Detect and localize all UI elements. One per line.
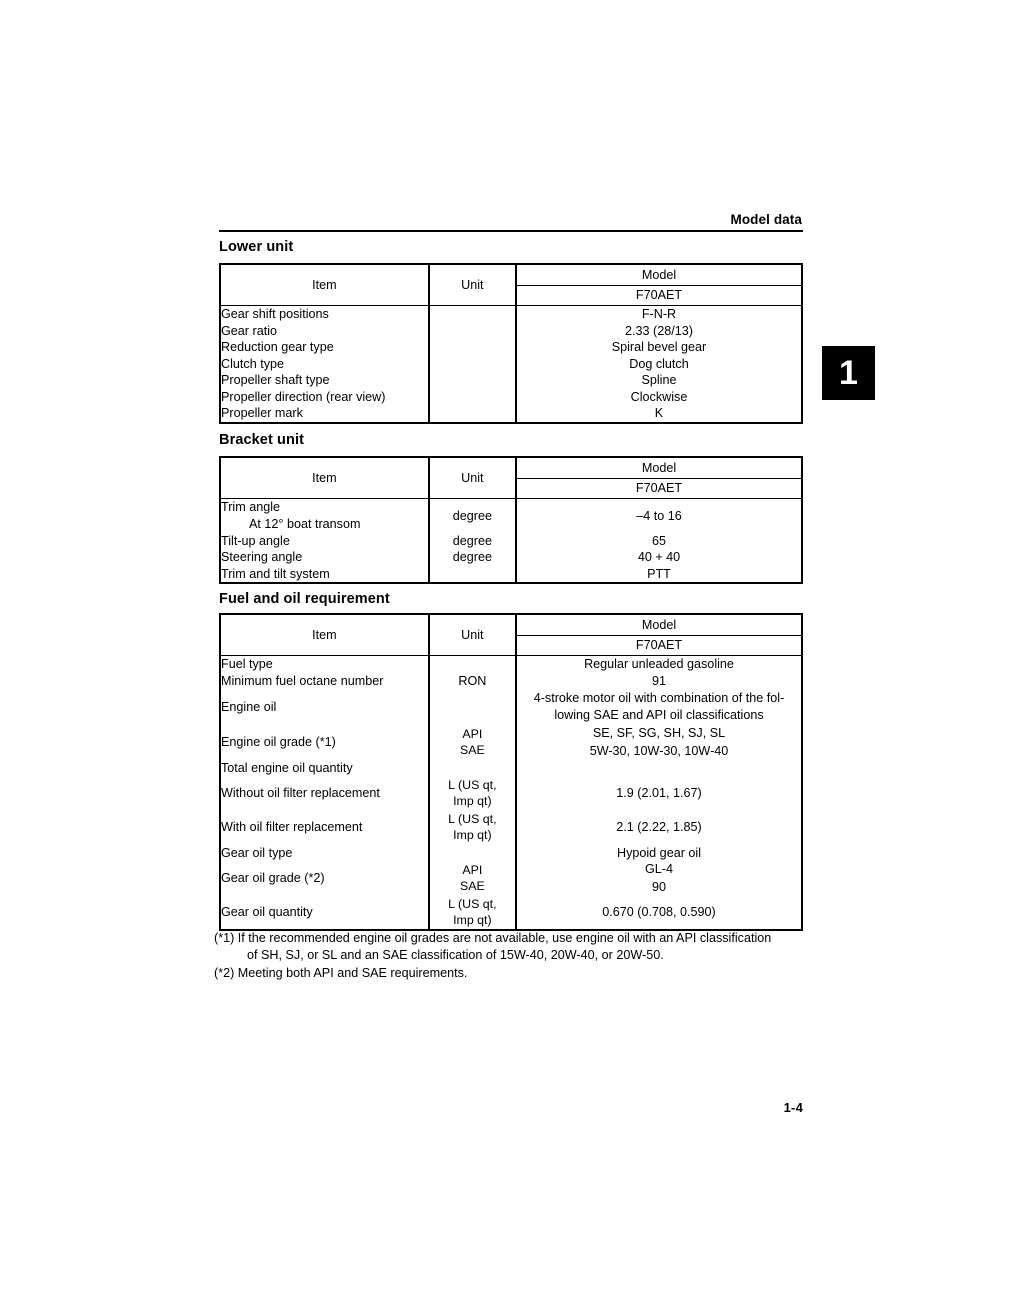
cell-model-line2: 90 — [651, 879, 666, 894]
cell-unit — [429, 389, 516, 406]
cell-item: Trim and tilt system — [220, 566, 429, 583]
table-row — [220, 499, 802, 533]
cell-item: With oil filter replacement — [220, 811, 429, 845]
cell-unit-line2: Imp qt) — [453, 827, 492, 842]
table-row — [220, 689, 802, 725]
cell-model: Dog clutch — [629, 356, 689, 371]
cell-item: Gear shift positions — [220, 306, 429, 323]
cell-model — [516, 760, 802, 777]
table-row — [220, 533, 802, 550]
table-row — [220, 405, 802, 422]
footnote-2 — [214, 965, 814, 982]
cell-unit-line1: API — [462, 727, 483, 742]
cell-unit — [429, 566, 516, 583]
cell-unit — [429, 322, 516, 339]
cell-item: Clutch type — [220, 356, 429, 373]
cell-unit-line2: SAE — [459, 742, 485, 757]
column-header-unit: Unit — [429, 614, 516, 656]
column-header-model-name: F70AET — [635, 287, 683, 302]
column-header-model — [516, 457, 802, 499]
cell-model-line2: lowing SAE and API oil classifications — [554, 708, 764, 722]
table-fuel-and-oil — [219, 613, 803, 931]
page-title: Model data — [730, 212, 802, 227]
cell-model-line1: SE, SF, SG, SH, SJ, SL — [592, 726, 726, 740]
column-header-model-label: Model — [517, 266, 801, 286]
cell-item-line1: Trim angle — [221, 500, 281, 515]
cell-unit — [429, 689, 516, 725]
footnote-2-line1: (*2) Meeting both API and SAE requirements. — [214, 965, 468, 980]
section-heading-fuel-and-oil: Fuel and oil requirement — [219, 591, 390, 607]
cell-unit-line2: SAE — [459, 878, 485, 893]
cell-item: Propeller mark — [220, 405, 429, 422]
column-header-model-label: Model — [517, 459, 801, 479]
cell-item: Reduction gear type — [220, 339, 429, 356]
cell-model — [516, 689, 802, 725]
cell-model-line1: GL-4 — [645, 862, 673, 877]
cell-unit: degree — [429, 533, 516, 550]
cell-model: F-N-R — [641, 307, 677, 321]
column-header-item: Item — [220, 457, 429, 499]
section-heading-lower-unit: Lower unit — [219, 239, 294, 255]
cell-model: 40 + 40 — [637, 550, 681, 565]
cell-item: Steering angle — [220, 549, 429, 566]
cell-item — [220, 499, 429, 533]
cell-model: –4 to 16 — [636, 508, 682, 523]
table-row — [220, 306, 802, 323]
header-rule — [219, 230, 803, 232]
cell-unit — [429, 356, 516, 373]
cell-item: Without oil filter replacement — [220, 777, 429, 811]
cell-unit — [429, 339, 516, 356]
column-header-model — [516, 614, 802, 656]
table-row — [220, 566, 802, 583]
table-row — [220, 339, 802, 356]
column-header-unit: Unit — [429, 264, 516, 306]
footnote-1-line1: (*1) If the recommended engine oil grades are not available, use engine oil with an API classification — [214, 931, 772, 945]
column-header-item: Item — [220, 614, 429, 656]
table-bracket-unit — [219, 456, 803, 584]
cell-unit — [429, 861, 516, 896]
cell-model: 91 — [651, 673, 666, 688]
cell-item: Engine oil — [220, 689, 429, 725]
cell-model: Spline — [641, 373, 677, 388]
cell-model: 1.9 (2.01, 1.67) — [616, 786, 702, 801]
cell-model-line1: 4-stroke motor oil with combination of the fol- — [533, 690, 785, 705]
table-row — [220, 861, 802, 896]
cell-model: Clockwise — [630, 389, 688, 404]
cell-item: Propeller shaft type — [220, 372, 429, 389]
cell-item: Gear ratio — [220, 322, 429, 339]
cell-unit — [429, 725, 516, 760]
cell-unit-line1: L (US qt, — [448, 897, 497, 912]
cell-item-line2: At 12° boat transom — [249, 516, 361, 531]
table-row — [220, 725, 802, 760]
chapter-tab: 1 — [822, 346, 875, 400]
column-header-item: Item — [220, 264, 429, 306]
footnotes — [214, 930, 814, 982]
column-header-model-name: F70AET — [635, 637, 683, 652]
table-row — [220, 896, 802, 930]
page-number: 1-4 — [783, 1100, 803, 1115]
cell-model-line2: 5W-30, 10W-30, 10W-40 — [589, 743, 729, 758]
cell-item: Total engine oil quantity — [220, 760, 429, 777]
cell-unit — [429, 656, 516, 673]
column-header-model-label: Model — [517, 616, 801, 636]
page-header — [219, 212, 803, 232]
cell-unit: degree — [429, 499, 516, 533]
cell-model: PTT — [647, 566, 671, 581]
cell-model: 2.33 (28/13) — [625, 323, 693, 338]
cell-model — [516, 861, 802, 896]
table-row — [220, 549, 802, 566]
cell-unit — [429, 760, 516, 777]
table-row — [220, 811, 802, 845]
cell-model: 2.1 (2.22, 1.85) — [616, 820, 702, 835]
footnote-1 — [214, 930, 814, 965]
cell-unit: RON — [429, 672, 516, 689]
table-row — [220, 777, 802, 811]
cell-item: Gear oil grade (*2) — [220, 861, 429, 896]
cell-model: Spiral bevel gear — [611, 340, 707, 355]
table-row — [220, 672, 802, 689]
cell-unit — [429, 405, 516, 422]
cell-unit-line2: Imp qt) — [453, 793, 492, 808]
cell-model: 65 — [651, 533, 666, 548]
footnote-1-line2: of SH, SJ, or SL and an SAE classification of 15W-40, 20W-40, or 20W-50. — [247, 948, 664, 963]
cell-item: Propeller direction (rear view) — [220, 389, 429, 406]
table-row — [220, 760, 802, 777]
cell-unit — [429, 306, 516, 323]
column-header-model-name: F70AET — [635, 480, 683, 495]
cell-unit — [429, 372, 516, 389]
cell-item: Gear oil quantity — [220, 896, 429, 930]
table-header-row — [220, 264, 802, 306]
cell-model: K — [654, 406, 664, 421]
cell-item: Minimum fuel octane number — [220, 672, 429, 689]
cell-unit — [429, 811, 516, 845]
cell-unit — [429, 777, 516, 811]
cell-item: Gear oil type — [220, 845, 429, 862]
table-row — [220, 322, 802, 339]
table-lower-unit — [219, 263, 803, 424]
table-header-row — [220, 457, 802, 499]
table-row — [220, 845, 802, 862]
table-row — [220, 656, 802, 673]
cell-item: Fuel type — [220, 656, 429, 673]
cell-unit-line1: L (US qt, — [448, 778, 497, 793]
cell-unit-line1: API — [462, 863, 483, 878]
table-row — [220, 356, 802, 373]
cell-model — [516, 725, 802, 760]
column-header-model — [516, 264, 802, 306]
cell-unit: degree — [429, 549, 516, 566]
cell-unit — [429, 896, 516, 930]
table-header-row — [220, 614, 802, 656]
table-row — [220, 389, 802, 406]
column-header-unit: Unit — [429, 457, 516, 499]
table-row — [220, 372, 802, 389]
cell-model: Hypoid gear oil — [616, 845, 701, 860]
cell-unit-line2: Imp qt) — [453, 912, 492, 927]
cell-item: Tilt-up angle — [220, 533, 429, 550]
cell-model: Regular unleaded gasoline — [584, 657, 734, 671]
section-heading-bracket-unit: Bracket unit — [219, 432, 304, 448]
cell-unit-line1: L (US qt, — [448, 812, 497, 827]
cell-item: Engine oil grade (*1) — [220, 725, 429, 760]
cell-model: 0.670 (0.708, 0.590) — [602, 905, 716, 920]
cell-unit — [429, 845, 516, 862]
